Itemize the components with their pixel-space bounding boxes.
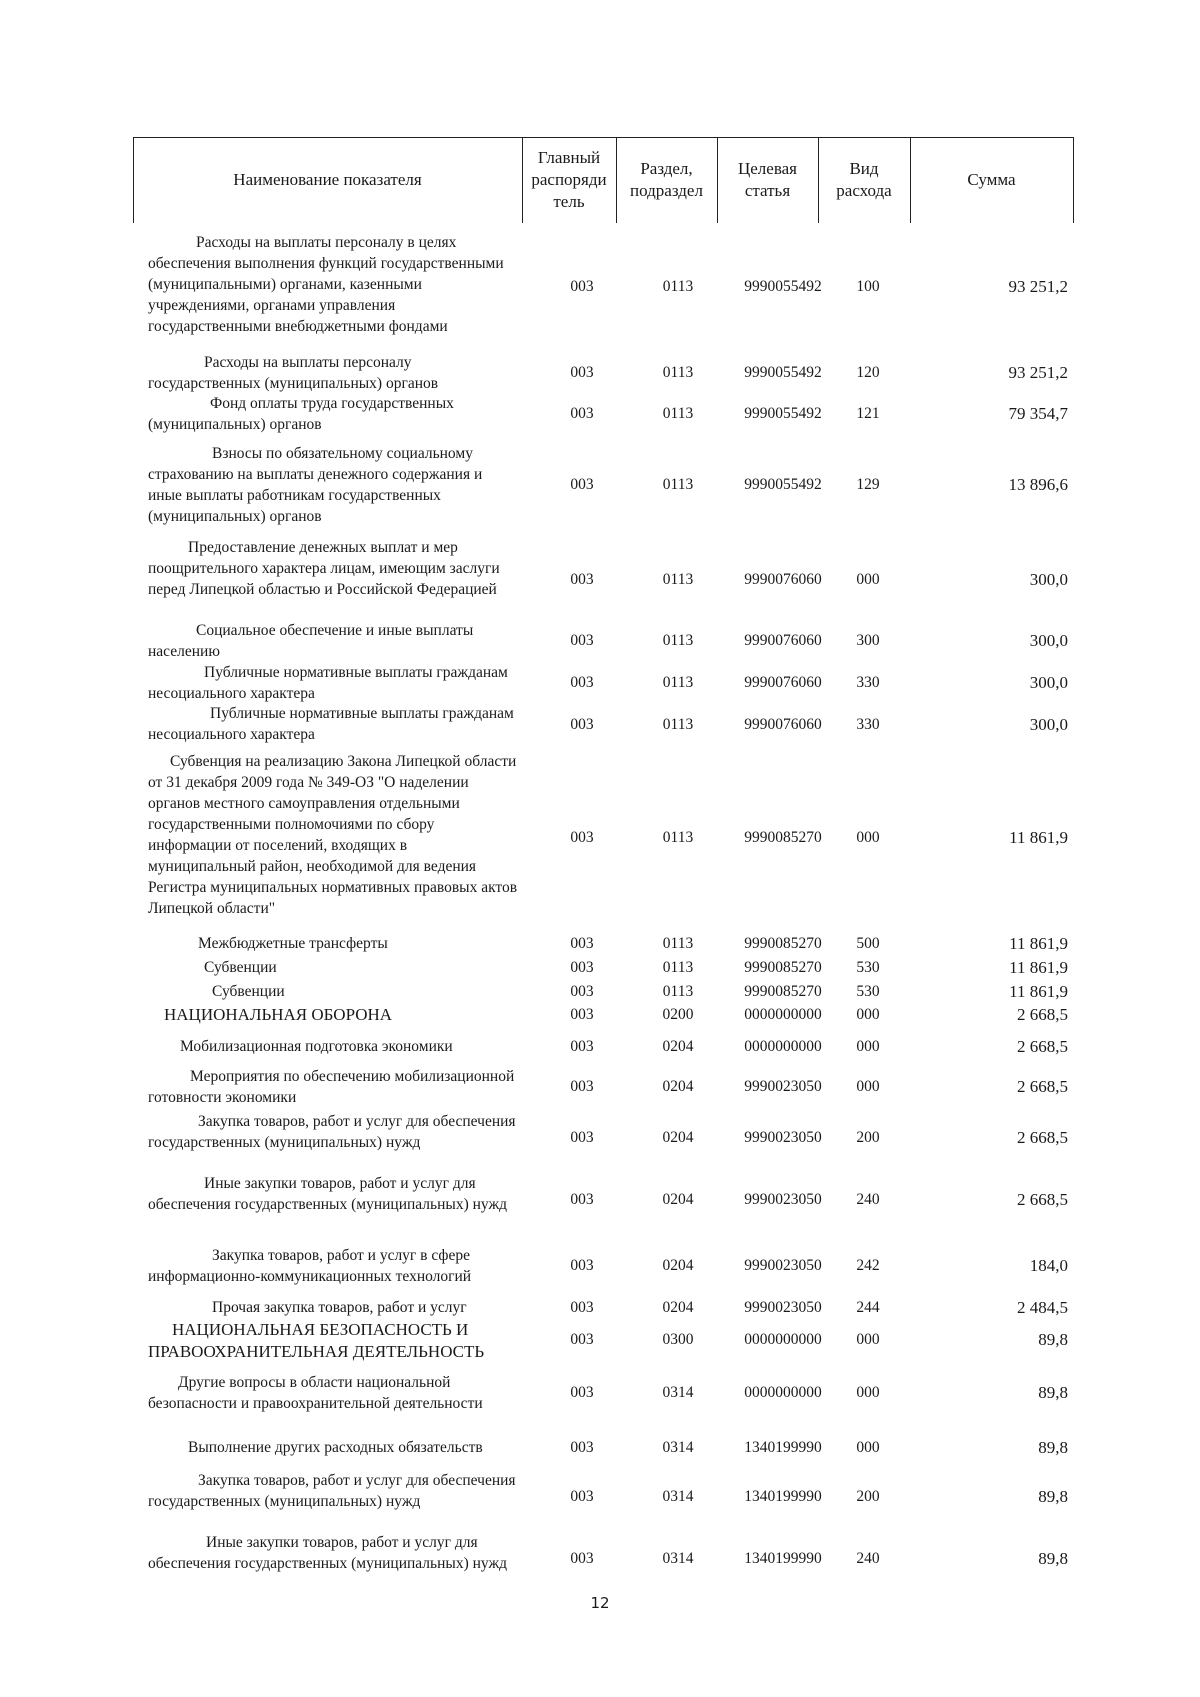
expense-type-code: 240 (856, 1550, 880, 1567)
main-manager-code: 003 (570, 1257, 594, 1274)
row-indicator-name: Иные закупки товаров, работ и услуг для обеспечения государственных (муниципальных) нужд (148, 1175, 508, 1213)
section-code: 0200 (662, 1006, 694, 1023)
target-item-code: 0000000000 (744, 1384, 822, 1401)
row-indicator-name: Расходы на выплаты персоналу государственных (муниципальных) органов (148, 354, 439, 392)
target-item-code: 0000000000 (744, 1038, 822, 1055)
main-manager-code: 003 (570, 632, 594, 649)
row-indicator-name: Другие вопросы в области национальной безопасности и правоохранительной деятельности (148, 1374, 483, 1412)
amount: 2 668,5 (1017, 1077, 1068, 1096)
section-code: 0204 (662, 1299, 694, 1316)
main-manager-code: 003 (570, 1384, 594, 1401)
main-manager-code: 003 (570, 364, 594, 381)
row-indicator-name: Закупка товаров, работ и услуг для обеспечения государственных (муниципальных) нужд (148, 1113, 516, 1151)
header-section-label: Раздел, подраздел (630, 159, 703, 200)
amount: 2 668,5 (1017, 1128, 1068, 1147)
main-manager-code: 003 (570, 405, 594, 422)
section-code: 0113 (662, 571, 694, 588)
target-item-code: 9990085270 (744, 983, 822, 1000)
header-name (133, 137, 522, 223)
amount: 2 484,5 (1017, 1298, 1068, 1317)
amount: 13 896,6 (1008, 475, 1068, 494)
amount: 2 668,5 (1017, 1190, 1068, 1209)
amount: 89,8 (1038, 1549, 1068, 1568)
amount: 11 861,9 (1009, 828, 1068, 847)
main-manager-code: 003 (570, 1129, 594, 1146)
main-manager-code: 003 (570, 1439, 594, 1456)
target-item-code: 9990076060 (744, 571, 822, 588)
row-indicator-name: Публичные нормативные выплаты гражданам несоциального характера (148, 664, 508, 702)
main-manager-code: 003 (570, 716, 594, 733)
main-manager-code: 003 (570, 571, 594, 588)
expense-type-code: 200 (856, 1129, 880, 1146)
expense-type-code: 000 (856, 1331, 880, 1348)
target-item-code: 9990055492 (744, 476, 822, 493)
amount: 11 861,9 (1009, 958, 1068, 977)
row-indicator-name: Социальное обеспечение и иные выплаты населению (148, 622, 474, 660)
target-item-code: 9990085270 (744, 935, 822, 952)
section-code: 0204 (662, 1129, 694, 1146)
main-manager-code: 003 (570, 959, 594, 976)
target-item-code: 9990076060 (744, 632, 822, 649)
section-code: 0314 (662, 1550, 694, 1567)
target-item-code: 9990023050 (744, 1299, 822, 1316)
section-code: 0300 (662, 1331, 694, 1348)
target-item-code: 0000000000 (744, 1331, 822, 1348)
row-indicator-name: Иные закупки товаров, работ и услуг для обеспечения государственных (муниципальных) нужд (148, 1534, 508, 1572)
row-indicator-name: Прочая закупка товаров, работ и услуг (212, 1299, 467, 1316)
amount: 300,0 (1029, 673, 1068, 692)
section-code: 0113 (662, 829, 694, 846)
header-main-manager-label: Главный распоряди тель (531, 148, 607, 211)
section-code: 0113 (662, 476, 694, 493)
target-item-code: 9990076060 (744, 674, 822, 691)
expense-type-code: 242 (856, 1257, 880, 1274)
amount: 2 668,5 (1017, 1037, 1068, 1056)
row-indicator-name: Закупка товаров, работ и услуг для обеспечения государственных (муниципальных) нужд (148, 1472, 516, 1510)
amount: 2 668,5 (1017, 1005, 1068, 1024)
expense-type-code: 530 (856, 959, 880, 976)
target-item-code: 9990055492 (744, 278, 822, 295)
expense-type-code: 330 (856, 716, 880, 733)
section-code: 0113 (662, 935, 694, 952)
row-indicator-name: Мобилизационная подготовка экономики (180, 1038, 453, 1055)
target-item-code: 9990085270 (744, 959, 822, 976)
target-item-code: 9990023050 (744, 1191, 822, 1208)
amount: 89,8 (1038, 1487, 1068, 1506)
target-item-code: 1340199990 (744, 1488, 822, 1505)
amount: 300,0 (1029, 631, 1068, 650)
main-manager-code: 003 (570, 1191, 594, 1208)
section-code: 0113 (662, 959, 694, 976)
target-item-code: 1340199990 (744, 1550, 822, 1567)
expense-type-code: 129 (856, 476, 880, 493)
expense-type-code: 120 (856, 364, 880, 381)
expense-type-code: 244 (856, 1299, 880, 1316)
row-indicator-name: Предоставление денежных выплат и мер поощрительного характера лицам, имеющим заслуги перед Липецкой областью и Российской Федерацией (148, 539, 500, 598)
expense-type-code: 200 (856, 1488, 880, 1505)
main-manager-code: 003 (570, 278, 594, 295)
row-indicator-name: Расходы на выплаты персоналу в целях обеспечения выполнения функций государственными (муниципальными) органами, казенными учреждениями, органами управления государственными внебюджетными фондами (148, 234, 504, 335)
row-indicator-name: НАЦИОНАЛЬНАЯ ОБОРОНА (164, 1005, 393, 1024)
target-item-code: 9990076060 (744, 716, 822, 733)
page-number: 12 (590, 1594, 610, 1612)
main-manager-code: 003 (570, 1299, 594, 1316)
section-code: 0314 (662, 1488, 694, 1505)
expense-type-code: 000 (856, 571, 880, 588)
row-indicator-name: Мероприятия по обеспечению мобилизационной готовности экономики (148, 1068, 515, 1106)
header-expense-type-label: Вид расхода (836, 159, 892, 200)
amount: 11 861,9 (1009, 982, 1068, 1001)
amount: 11 861,9 (1009, 934, 1068, 953)
expense-type-code: 300 (856, 632, 880, 649)
header-name-label: Наименование показателя (233, 170, 422, 189)
main-manager-code: 003 (570, 935, 594, 952)
target-item-code: 9990023050 (744, 1078, 822, 1095)
header-sum-label: Сумма (967, 170, 1016, 189)
amount: 184,0 (1029, 1256, 1068, 1275)
expense-type-code: 500 (856, 935, 880, 952)
amount: 79 354,7 (1008, 404, 1068, 423)
amount: 93 251,2 (1008, 363, 1068, 382)
main-manager-code: 003 (570, 1038, 594, 1055)
amount: 89,8 (1038, 1330, 1068, 1349)
target-item-code: 9990055492 (744, 405, 822, 422)
row-indicator-name: Фонд оплаты труда государственных (муниципальных) органов (148, 395, 454, 433)
expense-type-code: 330 (856, 674, 880, 691)
header-expense-type (818, 137, 910, 223)
main-manager-code: 003 (570, 674, 594, 691)
target-item-code: 9990023050 (744, 1129, 822, 1146)
row-indicator-name: Субвенции (204, 959, 277, 976)
amount: 300,0 (1029, 570, 1068, 589)
row-indicator-name: Взносы по обязательному социальному страхованию на выплаты денежного содержания и иные выплаты работникам государственных (муниципальных) органов (148, 445, 483, 525)
row-indicator-name: НАЦИОНАЛЬНАЯ БЕЗОПАСНОСТЬ И ПРАВООХРАНИТЕЛЬНАЯ ДЕЯТЕЛЬНОСТЬ (148, 1320, 485, 1361)
header-section (616, 137, 717, 223)
expense-type-code: 000 (856, 1038, 880, 1055)
target-item-code: 0000000000 (744, 1006, 822, 1023)
expense-type-code: 100 (856, 278, 880, 295)
header-target-item-label: Целевая статья (737, 159, 798, 200)
amount: 300,0 (1029, 715, 1068, 734)
main-manager-code: 003 (570, 983, 594, 1000)
amount: 89,8 (1038, 1383, 1068, 1402)
row-indicator-name: Закупка товаров, работ и услуг в сфере информационно-коммуникационных технологий (148, 1247, 472, 1285)
amount: 89,8 (1038, 1438, 1068, 1457)
expense-type-code: 240 (856, 1191, 880, 1208)
section-code: 0314 (662, 1384, 694, 1401)
section-code: 0113 (662, 674, 694, 691)
section-code: 0113 (662, 632, 694, 649)
section-code: 0113 (662, 983, 694, 1000)
expense-type-code: 000 (856, 1384, 880, 1401)
row-indicator-name: Субвенции (212, 983, 285, 1000)
main-manager-code: 003 (570, 829, 594, 846)
expense-type-code: 000 (856, 1439, 880, 1456)
expense-type-code: 000 (856, 1078, 880, 1095)
target-item-code: 9990085270 (744, 829, 822, 846)
section-code: 0314 (662, 1439, 694, 1456)
section-code: 0204 (662, 1038, 694, 1055)
row-indicator-name: Выполнение других расходных обязательств (188, 1439, 483, 1456)
target-item-code: 1340199990 (744, 1439, 822, 1456)
section-code: 0204 (662, 1078, 694, 1095)
section-code: 0113 (662, 364, 694, 381)
section-code: 0113 (662, 278, 694, 295)
main-manager-code: 003 (570, 1078, 594, 1095)
section-code: 0204 (662, 1257, 694, 1274)
header-main-manager (522, 137, 616, 223)
expense-type-code: 000 (856, 1006, 880, 1023)
target-item-code: 9990055492 (744, 364, 822, 381)
target-item-code: 9990023050 (744, 1257, 822, 1274)
row-indicator-name: Субвенция на реализацию Закона Липецкой области от 31 декабря 2009 года № 349-ОЗ "О наделении органов местного самоуправления отдельными государственными полномочиями по сбору информации от поселений, входящих в муниципальный район, необходимой для ведения Регистра муниципальных нормативных правовых актов Липецкой области" (148, 753, 518, 917)
main-manager-code: 003 (570, 1006, 594, 1023)
section-code: 0204 (662, 1191, 694, 1208)
expense-type-code: 530 (856, 983, 880, 1000)
amount: 93 251,2 (1008, 277, 1068, 296)
main-manager-code: 003 (570, 476, 594, 493)
expense-type-code: 000 (856, 829, 880, 846)
main-manager-code: 003 (570, 1331, 594, 1348)
main-manager-code: 003 (570, 1488, 594, 1505)
row-indicator-name: Публичные нормативные выплаты гражданам несоциального характера (148, 705, 514, 743)
header-sum (910, 137, 1073, 223)
row-indicator-name: Межбюджетные трансферты (198, 935, 388, 952)
header-target-item (717, 137, 818, 223)
main-manager-code: 003 (570, 1550, 594, 1567)
section-code: 0113 (662, 716, 694, 733)
expense-type-code: 121 (856, 405, 880, 422)
header-divider (1073, 137, 1074, 223)
section-code: 0113 (662, 405, 694, 422)
